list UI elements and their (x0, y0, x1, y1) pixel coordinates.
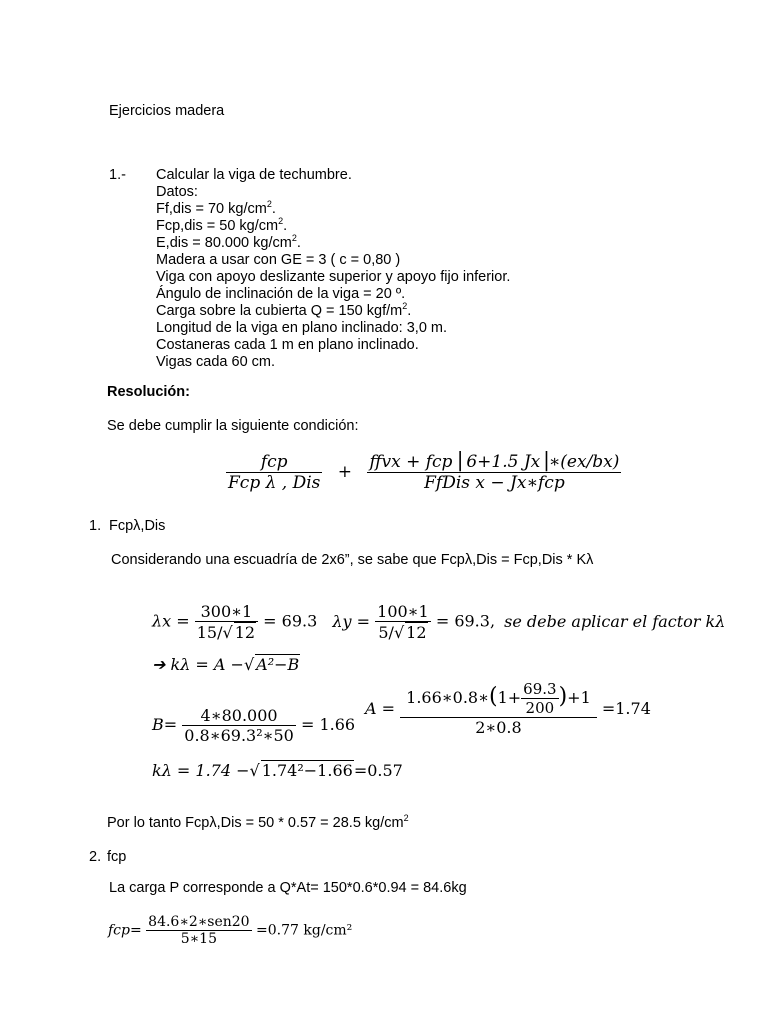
lambda-equation: λx = $\frac{300∗1}{15/√ 12}$ = 69.3 λy = $\frac{100∗1}{5/√ 12}$ = 69.3, se debe aplicar el factor kλ (152, 602, 726, 642)
statement-line: Vigas cada 60 cm. (156, 354, 276, 370)
statement-line: Fcp,dis = 50 $kg/cm^2$. (156, 216, 288, 234)
item-1-text: Considerando una escuadría de 2x6”, se sabe que Fcpλ,Dis = Fcp,Dis * Kλ (111, 552, 594, 568)
a-equation: A = 1.66∗0.8∗(1+ $\frac{69.3}{200}$ )+1 2∗0.8 =1.74 (365, 680, 651, 737)
statement-line: Ff,dis = 70 $kg/cm^2$. (156, 199, 276, 217)
statement-line: Viga con apoyo deslizante superior y apoyo fijo inferior. (156, 269, 511, 285)
exercise-statement (156, 167, 510, 371)
k-lambda-value: kλ = 1.74 −√ 1.74²−1.66=0.57 (152, 761, 403, 780)
b-equation: B= $\frac{4∗80.000}{\text{0.8∗69.3²∗50}}$ = 1.66 (152, 706, 356, 745)
statement-line: Calcular la viga de techumbre. (156, 167, 352, 183)
exercise-number: 1.- (109, 167, 126, 183)
item-2-label: 2. (89, 849, 102, 865)
item-1-label: 1. (89, 518, 102, 534)
item-1-title: Fcpλ,Dis (109, 518, 166, 534)
statement-line: Longitud de la viga en plano inclinado: 3,0 m. (156, 320, 448, 336)
document-title: Ejercicios madera (109, 103, 225, 119)
statement-line: E,dis = 80.000 $kg/cm^2$. (156, 233, 301, 251)
statement-line: Costaneras cada 1 m en plano inclinado. (156, 337, 419, 353)
k-lambda-formula: ➔ kλ = A −√ A²−B (152, 655, 300, 674)
condition-equation: $\frac{\text{fcp}}{\text{Fcp λ , Dis}}$ + $\frac{\text{ffvx + fcp ⎜6+1.5 Jx⎟∗(ex/bx)}}{\text{FfDis x − Jx∗fcp}}$ (228, 452, 620, 493)
statement-line: Datos: (156, 184, 198, 200)
item-2-text: La carga P corresponde a Q*At= 150*0.6*0.94 = 84.6kg (109, 880, 467, 896)
statement-line: Carga sobre la cubierta Q = 150 kgf/$m^2$. (156, 301, 412, 319)
condition-text: Se debe cumplir la siguiente condición: (107, 418, 359, 434)
fraction-right: $\frac{\text{ffvx + fcp ⎜6+1.5 Jx⎟∗(ex/bx)}}{\text{FfDis x − Jx∗fcp}}$ (369, 452, 620, 493)
resolution-heading: Resolución: (107, 384, 190, 400)
fcp-equation: fcp= $\frac{\text{84.6∗2∗sen20}}{5∗15}$ =0.77 kg/cm² (108, 914, 353, 947)
statement-line: Ángulo de inclinación de la viga = 20 º. (156, 286, 406, 302)
statement-line: Madera a usar con GE = 3 ( c = 0,80 ) (156, 252, 401, 268)
conclusion-text: Por lo tanto Fcpλ,Dis = 50 * 0.57 = 28.5 $kg/cm^2$ (107, 813, 409, 831)
fraction-left: $\frac{\text{fcp}}{\text{Fcp λ , Dis}}$ (228, 452, 321, 493)
item-2-title: fcp (107, 849, 127, 865)
